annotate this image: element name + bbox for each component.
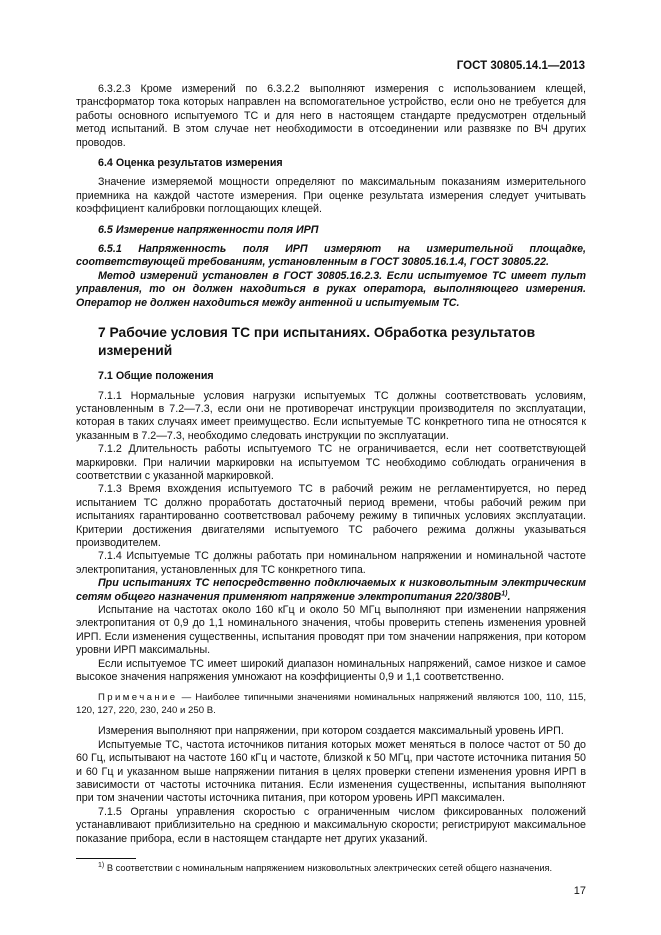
heading-section-7: 7 Рабочие условия ТС при испытаниях. Обработка результатов измерений [98, 325, 536, 359]
note [76, 692, 586, 717]
paragraph-6-5-1-method: Метод измерений установлен в ГОСТ 30805.16.2.3. Если испытуемое ТС имеет пульт управления, то он должен находиться в руках оператора, выполняющего измерения. Оператор не должен находиться между антенной и испытуемым ТС. [76, 269, 586, 309]
footnote-reference[interactable]: 1) [501, 590, 508, 598]
page-body [76, 83, 586, 918]
footnote-separator [76, 858, 136, 859]
document-header: ГОСТ 30805.14.1—2013 [456, 60, 585, 72]
note-label: Примечание [98, 692, 178, 704]
footnote-mark: 1) [98, 862, 105, 869]
paragraph-voltage-range: Если испытуемое ТС имеет широкий диапазон номинальных напряжений, самое низкое и самое высокое значения напряжения умножают на коэффициенты 0,9 и 1,1 соответственно. [76, 657, 586, 684]
voltage-requirement-text: При испытаниях ТС непосредственно подключаемых к низковольтным электрическим сетям общего назначения применяют напряжение электропитания 220/380В [76, 577, 586, 603]
paragraph-7-1-4: 7.1.4 Испытуемые ТС должны работать при номинальном напряжении и номинальной частоте электропитания, установленных для ТС конкретного типа. [76, 550, 586, 576]
paragraph-6-5-1: 6.5.1 Напряженность поля ИРП измеряют на измерительной площадке, соответствующей требованиям, установленным в ГОСТ 30805.16.1.4, ГОСТ 30805.22. [76, 243, 586, 269]
note-text: — Наиболее типичными значениями номинальных напряжений являются 100, 110, 115, 120, 127, 220, 230, 240 и 250 В. [76, 692, 586, 716]
period: . [507, 590, 511, 603]
footnote [76, 862, 586, 874]
footnote-text: В соответствии с номинальным напряжением низковольтных электрических сетей общего назначения. [104, 863, 553, 874]
heading-6-5: 6.5 Измерение напряженности поля ИРП [98, 223, 319, 236]
paragraph-7-1-1: 7.1.1 Нормальные условия нагрузки испытуемых ТС должны соответствовать условиям, установленным в 7.2—7.3, если они не противоречат инструкции производителя по эксплуатации, которая в таких случаях имеет преимущество. Если испытуемые ТС конкретного типа не относятся к указанным в 7.2—7.3, необходимо следовать инструкции по эксплуатации. [76, 389, 586, 442]
page-number: 17 [573, 885, 586, 898]
paragraph-voltage-requirement [76, 577, 586, 604]
paragraph-frequency-test: Испытуемые ТС, частота источников питания которых может меняться в полосе частот от 50 до 60 Гц, испытывают на частоте 160 кГц и частоте, близкой к 50 МГц, при частоте источника питания 50 и 60 Гц и указанном выше напряжении питания в целях проверки степени изменения уровня ИРП в зависимости от частоты источника питания. Если изменения существенны, испытания выполняют при том значении частоты источника питания, при котором уровень ИРП максимален. [76, 738, 586, 805]
paragraph-7-1-3: 7.1.3 Время вхождения испытуемого ТС в рабочий режим не регламентируется, но перед испытанием ТС должно проработать достаточный период времени, чтобы рабочий режим при испытаниях гарантированно соответствовал рабочему режиму в типичных условиях эксплуатации. Критерии достижения двигателями испытуемого ТС рабочего режима должны указываться производителем. [76, 483, 586, 549]
paragraph-voltage-test: Испытание на частотах около 160 кГц и около 50 МГц выполняют при изменении напряжения электропитания от 0,9 до 1,1 номинального значения, чтобы проверить степень изменения уровней ИРП. Если изменения существенны, испытания проводят при том значении напряжения, при котором уровни ИРП максимальны. [76, 604, 586, 657]
heading-7-1: 7.1 Общие положения [98, 370, 214, 383]
paragraph-6-4: Значение измеряемой мощности определяют по максимальным показаниям измерительного приемника на каждой частоте измерения. При оценке результата измерения следует учитывать коэффициент калибровки поглощающих клещей. [76, 176, 586, 216]
paragraph-7-1-5: 7.1.5 Органы управления скоростью с ограниченным числом фиксированных положений устанавливают приблизительно на среднюю и максимальную скорости; регистрируют максимальное показание прибора, если в настоящем стандарте нет других указаний. [76, 805, 586, 845]
paragraph-measurement-voltage: Измерения выполняют при напряжении, при котором создается максимальный уровень ИРП. [98, 725, 564, 738]
paragraph-7-1-2: 7.1.2 Длительность работы испытуемого ТС не ограничивается, если нет соответствующей маркировки. При наличии маркировки на испытуемом ТС необходимо соблюдать ограничения в соответствии с указанной маркировкой. [76, 443, 586, 482]
heading-6-4: 6.4 Оценка результатов измерения [98, 157, 283, 170]
paragraph-6-3-2-3: 6.3.2.3 Кроме измерений по 6.3.2.2 выполняют измерения с использованием клещей, трансформатор тока которых направлен на вспомогательное устройство, если оно не требуется для работы основного испытуемого ТС и для него в настоящем стандарте предусмотрен отдельный метод испытаний. В этом случае нет необходимости в отсоединении или развязке по ВЧ других проводов. [76, 83, 586, 149]
